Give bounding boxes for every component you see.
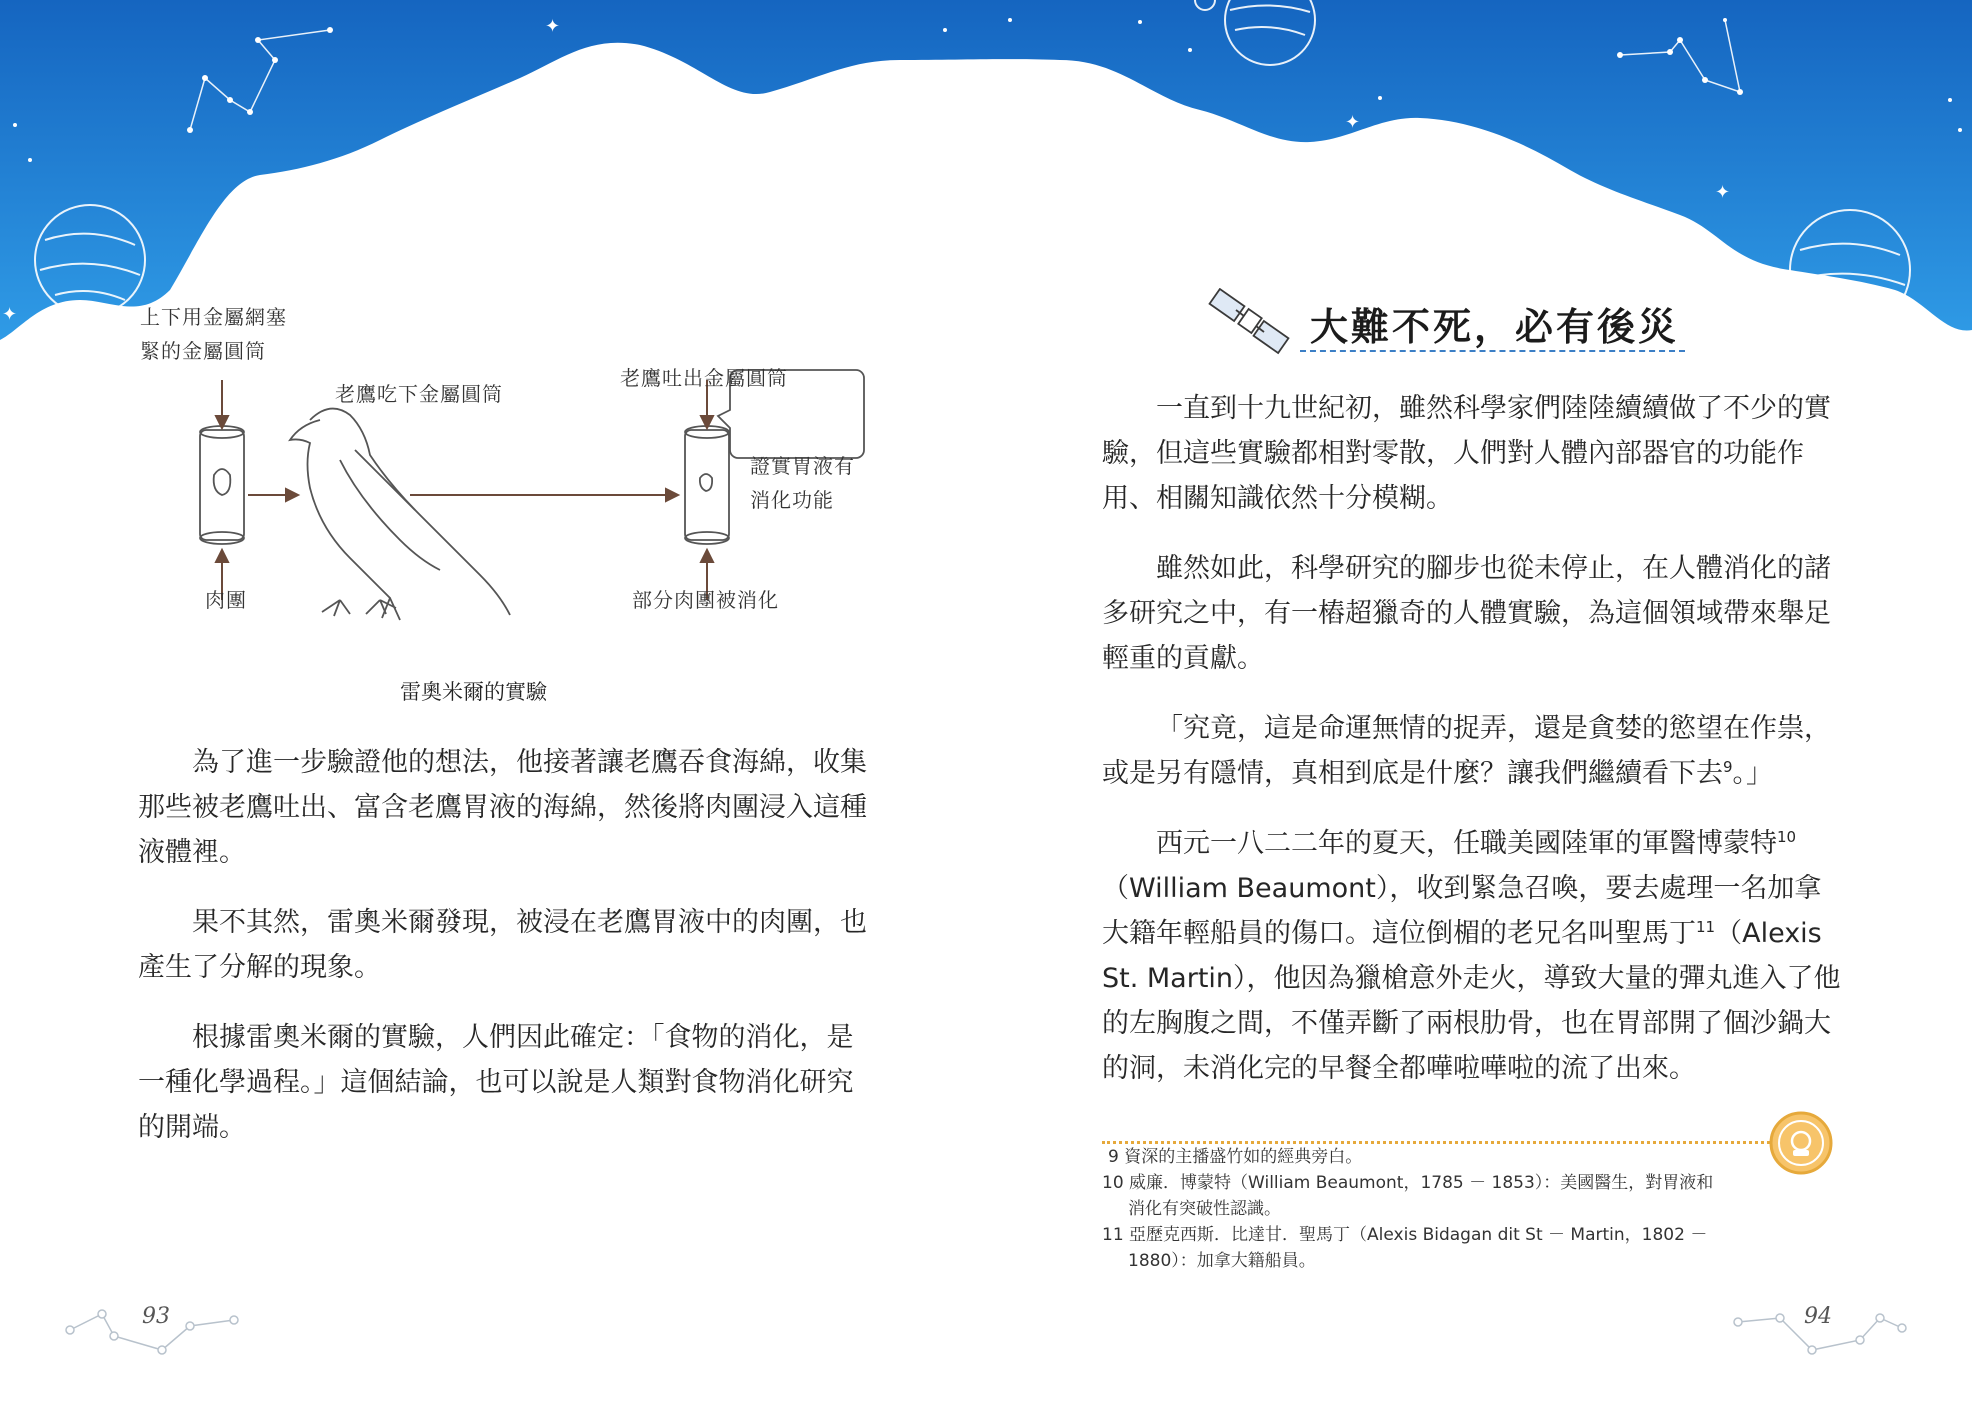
footnote-11: 11 亞歷克西斯．比達甘．聖馬丁（Alexis Bidagan dit St － Martin，1802 － [1102,1225,1708,1245]
svg-text:✦: ✦ [2,304,18,325]
paragraph [1102,706,1842,796]
svg-text:✦: ✦ [1715,182,1731,203]
paragraph [1102,821,1842,1091]
label-eagle-swallow: 老鷹吃下金屬圓筒 [335,382,503,406]
diagram-caption: 雷奧米爾的實驗 [400,680,547,704]
svg-text:✦: ✦ [1345,112,1361,133]
left-body-text [138,740,878,1150]
label-digested: 部分肉團被消化 [632,588,779,612]
astronaut-badge-icon [1768,1110,1834,1176]
paragraph: 為了進一步驗證他的想法，他接著讓老鷹吞食海綿，收集那些被老鷹吐出、富含老鷹胃液的海綿，然後將肉團浸入這種液體裡。 [138,747,867,868]
page-number-left: 93 [142,1304,170,1329]
footnote-ref: 10 [1777,828,1797,846]
label-eagle-spit: 老鷹吐出金屬圓筒 [620,366,788,390]
footnote-10: 10 威廉．博蒙特（William Beaumont，1785 － 1853）：美國醫生，對胃液和 [1102,1173,1714,1193]
label-mesh-canister: 上下用金屬網塞 緊的金屬圓筒 [140,305,287,363]
section-title: 大難不死，必有後災 [1310,304,1680,349]
svg-text:✦: ✦ [620,112,636,133]
title-underline [1300,350,1685,352]
text-run: 。」 [1732,758,1774,789]
footnote-10-cont: 消化有突破性認識。 [1128,1199,1281,1219]
paragraph: 根據雷奧米爾的實驗，人們因此確定：「食物的消化，是一種化學過程。」這個結論，也可以說是人類對食物消化研究的開端。 [138,1022,854,1143]
right-body-text [1102,386,1842,1091]
page-number-right: 94 [1804,1304,1832,1329]
svg-text:✦: ✦ [545,16,561,37]
text-run: （William Beaumont），收到緊急召喚，要去處理一名加拿大籍年輕船員的傷口。這位倒楣的老兄名叫聖馬丁 [1102,873,1822,949]
footnote-9: 9 資深的主播盛竹如的經典旁白。 [1108,1147,1363,1167]
paragraph: 雖然如此，科學研究的腳步也從未停止，在人體消化的諸多研究之中，有一樁超獵奇的人體實驗，為這個領域帶來舉足輕重的貢獻。 [1102,553,1831,674]
text-run: 「究竟，這是命運無情的捉弄，還是貪婪的慾望在作祟，或是另有隱情，真相到底是什麼？讓我們繼續看下去 [1102,713,1831,789]
label-meat: 肉團 [205,588,247,612]
text-run: 西元一八二二年的夏天，任職美國陸軍的軍醫博蒙特 [1156,828,1777,859]
text-run: （Alexis St. Martin），他因為獵槍意外走火，導致大量的彈丸進入了他的左胸腹之間，不僅弄斷了兩根肋骨，也在胃部開了個沙鍋大的洞，未消化完的早餐全都嘩啦嘩啦的流了出來。 [1102,918,1841,1084]
footnote-ref: 9 [1723,758,1733,776]
paragraph: 果不其然，雷奧米爾發現，被浸在老鷹胃液中的肉團，也產生了分解的現象。 [138,907,867,983]
svg-text:✦: ✦ [1920,324,1936,345]
paragraph: 一直到十九世紀初，雖然科學家們陸陸續續做了不少的實驗，但這些實驗都相對零散，人們對人體內部器官的功能作用、相關知識依然十分模糊。 [1102,393,1831,514]
satellite-icon [1208,288,1298,358]
bubble-gastric-juice: 證實胃液有 消化功能 [750,454,855,512]
footnote-11-cont: 1880）：加拿大籍船員。 [1128,1251,1316,1271]
footnote-ref: 11 [1696,918,1716,936]
